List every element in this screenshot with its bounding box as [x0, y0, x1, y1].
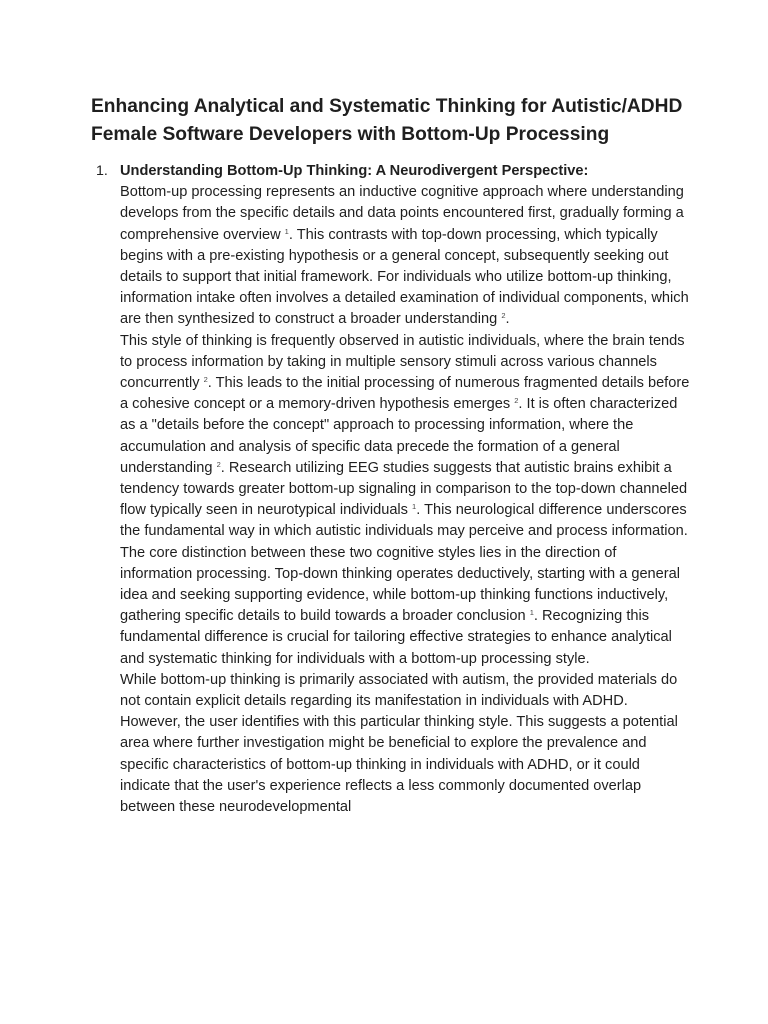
text-run: . This neurological difference underscores the fundamental way in which autistic individuals may perceive and process information. The core distinction between these two cognitive styles lies in the direction of information processing. Top-down thinking operates deductively, starting with a general idea and seeking supporting evidence, while bottom-up thinking functions inductively, gathering specific details to build towards a broader conclusion [120, 502, 688, 625]
text-run: . Recognizing this fundamental difference is crucial for tailoring effective strategies to enhance analytical and systematic thinking for individuals with a bottom-up processing style. [120, 608, 672, 667]
section-heading: Understanding Bottom-Up Thinking: A Neurodivergent Perspective: [120, 163, 589, 179]
text-run: This style of thinking is frequently observed in autistic individuals, where the brain tends to process information by taking in multiple sensory stimuli across various channels concurrently [120, 332, 685, 392]
paragraph-autism-processing [120, 331, 691, 670]
paragraph-adhd-overlap [120, 670, 691, 818]
paragraph-bottom-up-definition [120, 182, 691, 330]
citation-superscript: 2 [514, 396, 519, 406]
text-run: . This leads to the initial processing of numerous fragmented details before a cohesive concept or a memory-driven hypothesis emerges [120, 375, 690, 413]
text-run: While bottom-up thinking is primarily associated with autism, the provided materials do not contain explicit details regarding its manifestation in individuals with ADHD. However, the user identifies with this particular thinking style. This suggests a potential area where further investigation might be beneficial to explore the prevalence and specific characteristics of bottom-up thinking in individuals with ADHD, or it could indicate that the user's experience reflects a less commonly documented overlap between these neurodevelopmental [120, 671, 678, 816]
text-run: . This contrasts with top-down processing, which typically begins with a pre-existing hypothesis or a general concept, subsequently seeking out details to support that initial framework. For individuals who utilize bottom-up thinking, information intake often involves a detailed examination of individual components, which are then synthesized to construct a broader understanding [120, 226, 689, 328]
numbered-list [91, 161, 691, 818]
citation-superscript: 2 [216, 459, 221, 469]
text-run: . [505, 311, 510, 328]
citation-superscript: 2 [501, 311, 506, 321]
document-title: Enhancing Analytical and Systematic Thinking for Autistic/ADHD Female Software Developers with Bottom-Up Processing [91, 96, 683, 145]
list-number: 1. [96, 163, 108, 179]
text-run: . It is often characterized as a "details before the concept" approach to processing information, where the accumulation and analysis of specific data precede the formation of a general understanding [120, 396, 678, 476]
document-page [91, 93, 691, 818]
citation-superscript: 1 [412, 502, 417, 512]
citation-superscript: 1 [529, 608, 534, 618]
citation-superscript: 2 [203, 375, 208, 385]
text-run: Bottom-up processing represents an inductive cognitive approach where understanding develops from the specific details and data points encountered first, gradually forming a comprehensive overview [120, 184, 684, 243]
text-run: . Research utilizing EEG studies suggests that autistic brains exhibit a tendency towards greater bottom-up signaling in comparison to the top-down channeled flow typically seen in neurotypical individuals [120, 459, 688, 519]
citation-superscript: 1 [284, 226, 289, 236]
